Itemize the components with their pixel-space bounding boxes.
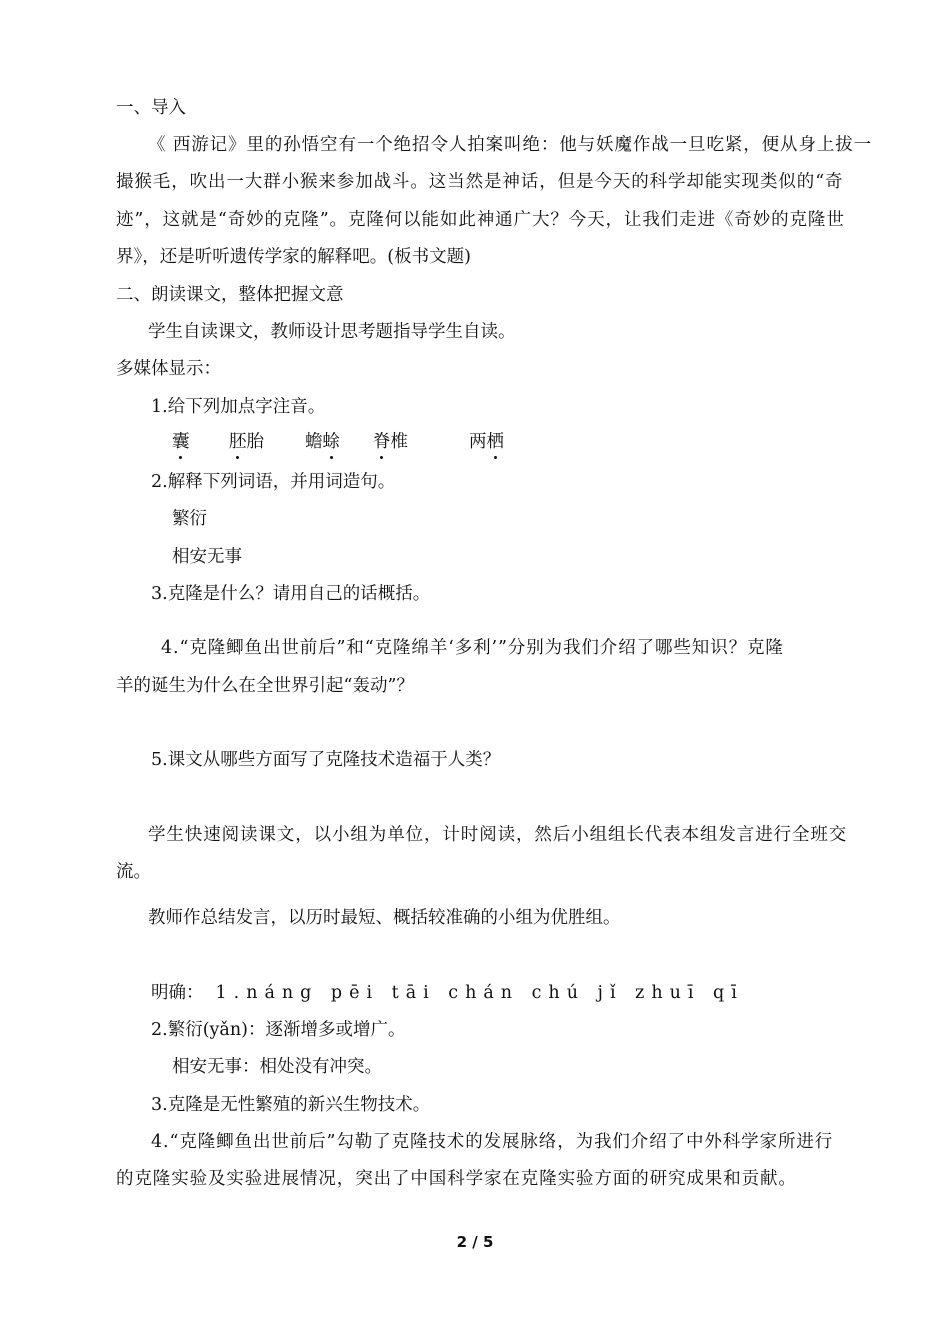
answer-2: 2.繁衍(yǎn)：逐渐增多或增广。	[151, 1020, 406, 1040]
question-line: 羊的诞生为什么在全世界引起“轰动”？	[116, 676, 414, 696]
answer-3: 3.克隆是无性繁殖的新兴生物技术。	[151, 1095, 431, 1115]
paragraph-line: 界》，还是听听遗传学家的解释吧。(板书文题)	[116, 247, 471, 267]
question-1: 1.给下列加点字注音。	[151, 397, 326, 417]
word-item: 蟾蜍	[305, 432, 340, 452]
question-5: 5.课文从哪些方面写了克隆技术造福于人类？	[151, 750, 501, 770]
paragraph-line: 流。	[116, 862, 151, 882]
section-heading-reading: 二、朗读课文，整体把握文意	[116, 285, 344, 305]
question-line: 4.“克隆鲫鱼出世前后”和“克隆绵羊‘多利’”分别为我们介绍了哪些知识？克隆	[161, 638, 784, 658]
answer-1-row	[0, 981, 950, 1005]
section-heading-intro: 一、导入	[116, 98, 186, 118]
question-3: 3.克隆是什么？请用自己的话概括。	[151, 584, 431, 604]
page-number: 2 / 5	[456, 1233, 494, 1251]
pinyin-answer: 1.náng pēi tāi chán chú jǐ zhuī qī	[215, 983, 744, 1003]
dotted-character: 脊	[373, 432, 391, 452]
vocabulary-word: 相安无事	[172, 547, 242, 567]
paragraph-line: 《 西游记》里的孙悟空有一个绝招令人拍案叫绝：他与妖魔作战一旦吃紧，便从身上拔一	[148, 135, 873, 155]
question-2: 2.解释下列词语，并用词造句。	[151, 472, 396, 492]
dotted-character: 栖	[486, 432, 504, 452]
dotted-character: 蜍	[322, 432, 340, 452]
paragraph-line: 迹”，这就是“奇妙的克隆”。克隆何以能如此神通广大？今天，让我们走进《奇妙的克隆世	[116, 210, 845, 230]
paragraph-line: 撮猴毛，吹出一大群小猴来参加战斗。这当然是神话，但是今天的科学却能实现类似的“奇	[116, 172, 844, 192]
dotted-character: 囊	[172, 432, 190, 452]
word-item: 胚胎	[229, 432, 264, 452]
answer-label: 明确：	[151, 983, 204, 1003]
word-item	[172, 430, 190, 454]
dotted-character: 胚	[229, 432, 247, 452]
vocabulary-word: 繁衍	[172, 509, 207, 529]
paragraph-line: 学生自读课文，教师设计思考题指导学生自读。	[148, 322, 516, 342]
paragraph-line: 学生快速阅读课文，以小组为单位，计时阅读，然后小组组长代表本组发言进行全班交	[148, 825, 848, 845]
word-item: 脊椎	[373, 432, 408, 452]
summary-paragraph: 教师作总结发言，以历时最短、概括较准确的小组为优胜组。	[148, 908, 621, 928]
multimedia-label: 多媒体显示：	[116, 359, 221, 379]
answer-line: 4.“克隆鲫鱼出世前后”勾勒了克隆技术的发展脉络，为我们介绍了中外科学家所进行	[151, 1132, 834, 1152]
answer-line: 的克隆实验及实验进展情况，突出了中国科学家在克隆实验方面的研究成果和贡献。	[116, 1169, 797, 1189]
answer-2-continuation: 相安无事：相处没有冲突。	[172, 1057, 382, 1077]
word-item: 两栖	[469, 432, 504, 452]
